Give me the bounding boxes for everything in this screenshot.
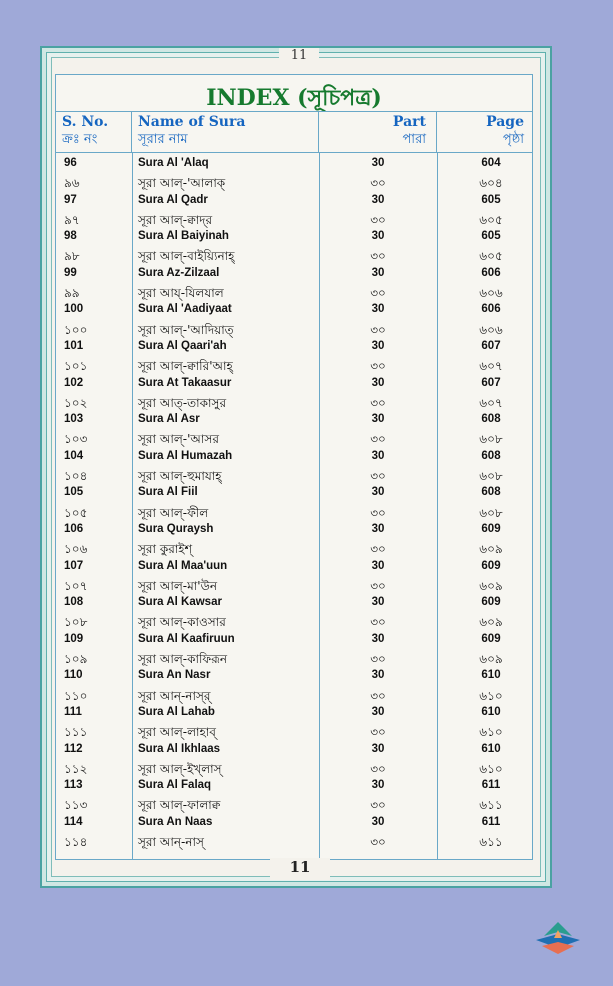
part-number: ৩০ [370,688,386,703]
serial-number: 113 [64,779,83,792]
part-number: ৩০ [370,432,386,447]
page-number: 608 [481,486,501,499]
table-row [56,814,532,832]
serial-number: 98 [64,230,77,243]
part-number: 30 [371,705,385,718]
page-number: ৬০৯ [479,652,503,667]
page-number: ৬০৬ [479,286,503,301]
column-header-page [437,111,532,153]
serial-number: 108 [64,596,84,609]
table-row [56,612,532,630]
table-row [56,558,532,576]
sura-name: Sura Al Humazah [138,449,233,462]
part-number: 30 [371,486,385,499]
serial-number: 101 [64,339,84,352]
sura-name: সূরা আল্-ক্বাদ্‌র [138,212,213,227]
serial-number: ১১৩ [64,798,88,813]
part-number: 30 [371,596,385,609]
page-header-bn: পৃষ্ঠা [502,132,524,147]
page-number: 609 [481,632,501,645]
table-row [56,356,532,374]
sura-name: সূরা আয্-যিলযাল [138,286,224,301]
page-number: 607 [481,339,501,352]
part-number: ৩০ [370,725,386,740]
sno-header-bn: ক্রঃ নং [62,132,98,147]
part-number: ৩০ [370,761,386,776]
serial-number: 105 [64,486,84,499]
table-row [56,667,532,685]
table-row [56,411,532,429]
part-number: ৩০ [370,578,386,593]
column-header-sno [56,111,132,153]
table-row [56,375,532,393]
page-number: 606 [481,303,501,316]
table-row [56,192,532,210]
page-number: 610 [481,669,501,682]
table-row [56,704,532,722]
page-number: ৬০৮ [479,505,503,520]
page-number: ৬০৮ [479,432,503,447]
sura-name: সূরা কুরাইশ্ [138,542,193,557]
serial-number: ১০৪ [64,469,88,484]
sura-name: Sura An Naas [138,815,213,828]
page-number: 609 [481,522,501,535]
name-header-en: Name of Sura [138,114,246,130]
part-number: ৩০ [370,322,386,337]
table-row [56,594,532,612]
serial-number: ৯৭ [64,212,80,227]
index-table [55,74,533,860]
page-number: ৬০৫ [479,212,503,227]
part-number: ৩০ [370,798,386,813]
sura-name: Sura An Nasr [138,669,211,682]
page-number: ৬০৭ [479,359,503,374]
table-row [56,741,532,759]
sura-name: Sura Az-Zilzaal [138,266,220,279]
serial-number: 107 [64,559,84,572]
table-row [56,301,532,319]
serial-number: 112 [64,742,83,755]
name-header-bn: সূরার নাম [138,132,188,147]
serial-number: 99 [64,266,77,279]
part-number: 30 [371,522,385,535]
sura-name: Sura Al Ikhlaas [138,742,221,755]
serial-number: ৯৯ [64,286,80,301]
page-title: INDEX (সূচিপত্র) [206,85,382,111]
column-header-part [319,111,437,153]
sura-name: Sura Al 'Aadiyaat [138,303,232,316]
serial-number: 100 [64,303,84,316]
part-number: ৩০ [370,615,386,630]
footer-page-number: 11 [270,858,330,880]
sura-name: Sura At Takaasur [138,376,232,389]
page-number: ৬১০ [479,725,503,740]
serial-number: ১০৯ [64,652,88,667]
table-row [56,631,532,649]
page-number: ৬১০ [479,761,503,776]
sura-name: সূরা আল্-ফীল [138,505,209,520]
part-number: 30 [371,779,385,792]
serial-number: 111 [64,705,82,718]
table-row [56,155,532,173]
table-row [56,448,532,466]
page-number: ৬০৭ [479,395,503,410]
part-number: ৩০ [370,542,386,557]
part-number: 30 [371,742,385,755]
serial-number: ১১২ [64,761,88,776]
table-row [56,265,532,283]
serial-number: ১১০ [64,688,88,703]
publisher-logo-icon [528,918,588,958]
table-row [56,759,532,777]
part-number: 30 [371,413,385,426]
page-number: ৬১০ [479,688,503,703]
part-number: ৩০ [370,834,386,849]
serial-number: 114 [64,815,83,828]
serial-number: ১০৭ [64,578,88,593]
table-row [56,686,532,704]
serial-number: ১০৮ [64,615,88,630]
part-header-bn: পারা [402,132,426,147]
part-number: 30 [371,339,385,352]
sura-name: সূরা আল্-ইখ্‌লাস্ [138,761,222,776]
page-number: ৬০৫ [479,249,503,264]
part-number: ৩০ [370,176,386,191]
sno-header-en: S. No. [62,114,109,130]
serial-number: ১০৩ [64,432,88,447]
sura-name: Sura Al Fiil [138,486,198,499]
table-row [56,503,532,521]
table-row [56,228,532,246]
page-number: 611 [481,815,501,828]
sura-name: সূরা আন্-নাস্ [138,834,204,849]
column-header-name [132,111,319,153]
sura-name: Sura Al Qaari'ah [138,339,227,352]
part-number: 30 [371,193,385,206]
part-number: 30 [371,559,385,572]
page-number: 608 [481,413,501,426]
sura-name: সূরা আল্-লাহাব্ [138,725,216,740]
serial-number: ১০৬ [64,542,88,557]
sura-name: Sura Al Baiyinah [138,230,229,243]
table-row [56,429,532,447]
table-row [56,173,532,191]
table-row [56,393,532,411]
sura-name: Sura Al Falaq [138,779,212,792]
page-number: 605 [481,193,501,206]
part-number: ৩০ [370,286,386,301]
serial-number: 106 [64,522,84,535]
page-number: 609 [481,559,501,572]
sura-name: সূরা আল্-ফালাক্ব [138,798,221,813]
table-row [56,649,532,667]
sura-name: সূরা আল্-বাইয়্যিনাহ্ [138,249,235,264]
serial-number: ১০০ [64,322,88,337]
serial-number: ৯৮ [64,249,80,264]
part-number: 30 [371,376,385,389]
page-number: 605 [481,230,501,243]
table-body [56,155,532,850]
page-number: ৬০৪ [479,176,503,191]
header-page-number: 11 [279,48,319,66]
page-number: ৬০৬ [479,322,503,337]
table-row [56,484,532,502]
page-number: ৬০৯ [479,615,503,630]
sura-name: সূরা আল্-কাওসার [138,615,226,630]
table-row [56,246,532,264]
part-number: ৩০ [370,652,386,667]
sura-name: সূরা আন্-নাস্‌র্ [138,688,211,703]
sura-name: Sura Al Kawsar [138,596,222,609]
table-row [56,466,532,484]
part-header-en: Part [392,114,426,130]
part-number: ৩০ [370,212,386,227]
table-row [56,722,532,740]
sura-name: Sura Al Lahab [138,705,215,718]
serial-number: 102 [64,376,84,389]
serial-number: 97 [64,193,77,206]
serial-number: ১১৪ [64,834,88,849]
serial-number: 109 [64,632,84,645]
table-row [56,777,532,795]
serial-number: 103 [64,413,84,426]
serial-number: ১০১ [64,359,88,374]
sura-name: সূরা আল্-'আসর [138,432,219,447]
page-number: 611 [481,779,501,792]
table-row [56,539,532,557]
sura-name: Sura Al 'Alaq [138,157,209,169]
part-number: ৩০ [370,249,386,264]
page-number: 608 [481,449,501,462]
page-number: 610 [481,705,501,718]
part-number: 30 [371,815,385,828]
page-number: ৬০৯ [479,578,503,593]
table-row [56,576,532,594]
part-number: 30 [371,632,385,645]
sura-name: সূরা আল্-'আদিয়াত্ [138,322,234,337]
part-number: 30 [371,449,385,462]
page-number: ৬০৯ [479,542,503,557]
sura-name: সূরা আল্-মা'উন [138,578,218,593]
page-number: 607 [481,376,501,389]
sura-name: Sura Al Maa'uun [138,559,228,572]
part-number: 30 [371,669,385,682]
table-row [56,320,532,338]
sura-name: Sura Al Kaafiruun [138,632,235,645]
part-number: ৩০ [370,469,386,484]
sura-name: Sura Al Qadr [138,193,208,206]
page-number: ৬০৮ [479,469,503,484]
serial-number: ১১১ [64,725,88,740]
part-number: 30 [371,303,385,316]
sura-name: সূরা আল্-কাফিরূন [138,652,228,667]
page-number: ৬১১ [479,798,503,813]
page-number: 604 [481,157,501,169]
table-row [56,832,532,850]
page-number: 609 [481,596,501,609]
serial-number: 104 [64,449,84,462]
sura-name: Sura Quraysh [138,522,214,535]
table-row [56,283,532,301]
page-number: 610 [481,742,501,755]
page-number: ৬১১ [479,834,503,849]
part-number: ৩০ [370,505,386,520]
page-header-en: Page [486,114,524,130]
part-number: ৩০ [370,395,386,410]
sura-name: সূরা আল্-হুমাযাহ্ [138,469,222,484]
sura-name: সূরা আত্-তাকাসুর [138,395,227,410]
serial-number: ১০২ [64,395,88,410]
page-number: 606 [481,266,501,279]
table-row [56,338,532,356]
table-row [56,210,532,228]
part-number: 30 [371,230,385,243]
serial-number: 110 [64,669,83,682]
part-number: 30 [371,266,385,279]
table-row [56,795,532,813]
part-number: ৩০ [370,359,386,374]
table-row [56,521,532,539]
sura-name: সূরা আল্-ক্বারি'আহ্ [138,359,233,374]
serial-number: 96 [64,157,77,169]
serial-number: ১০৫ [64,505,88,520]
part-number: 30 [371,157,385,169]
serial-number: ৯৬ [64,176,80,191]
sura-name: Sura Al Asr [138,413,200,426]
sura-name: সূরা আল্-'আলাক্ [138,176,226,191]
